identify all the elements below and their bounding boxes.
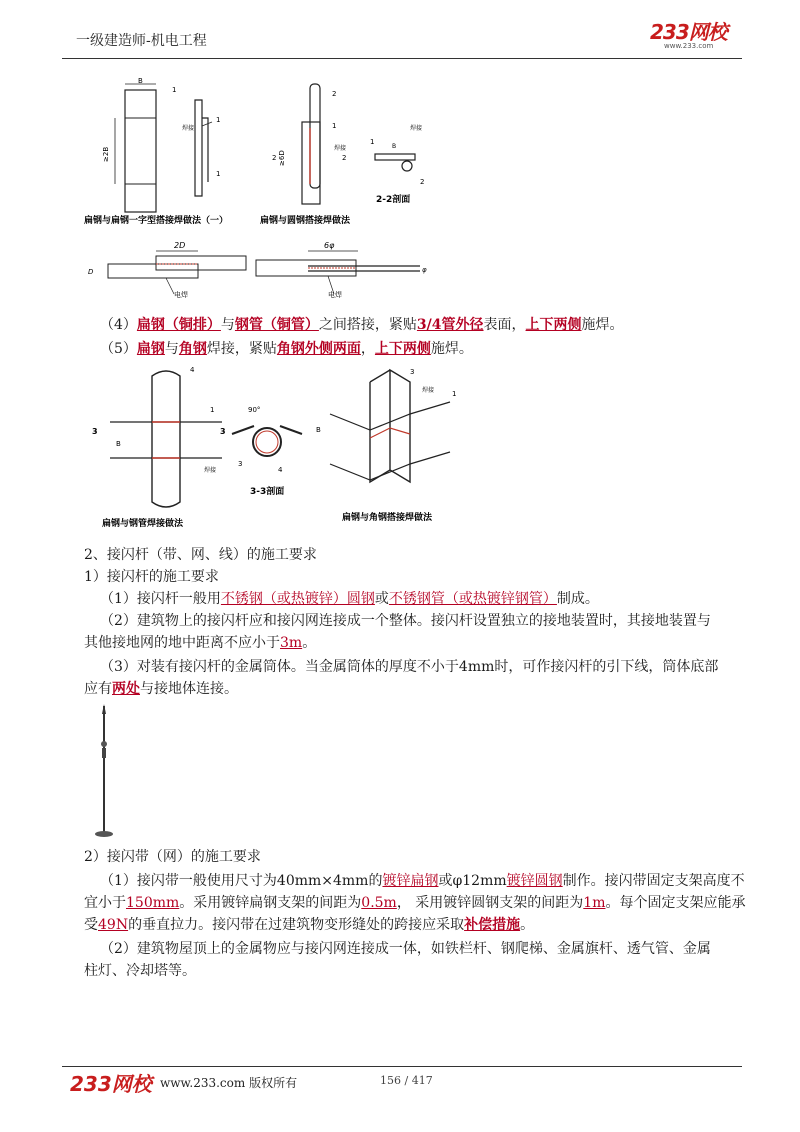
text: ，	[360, 341, 375, 357]
highlight: 镀锌圆钢	[506, 873, 563, 889]
text: 表面，	[483, 317, 526, 333]
page-number: 156 / 417	[380, 1074, 433, 1087]
mark-3b: 3	[220, 427, 226, 436]
label-6d: ≥6D	[278, 150, 286, 166]
rod-collar	[102, 748, 106, 758]
mark-3a: 3	[92, 427, 98, 436]
highlight: 扁钢（铜排）	[136, 317, 221, 333]
highlight: 角钢外侧两面	[276, 341, 361, 357]
highlight: 上下两侧	[525, 317, 582, 333]
footer-logo[interactable]: 233网校	[70, 1072, 152, 1096]
highlight: 镀锌扁钢	[382, 873, 439, 889]
section-heading: 2、接闪杆（带、网、线）的施工要求	[84, 547, 317, 563]
label-b: B	[138, 78, 143, 85]
highlight: 49N	[98, 917, 129, 933]
header-divider	[62, 58, 742, 59]
weld-label-c: 焊接	[410, 125, 423, 132]
r1-line3	[84, 914, 534, 936]
text: 其他接地网的地中距离不应小于	[84, 635, 280, 651]
highlight: 3m	[280, 635, 303, 651]
label-3: 3	[238, 460, 243, 468]
steel-pipe	[152, 371, 180, 507]
highlight: 1m	[583, 895, 606, 911]
r1-line2	[84, 892, 745, 914]
label-1: 1	[210, 406, 215, 414]
rod-base	[95, 831, 113, 837]
text: 施焊。	[430, 341, 473, 357]
text: 之间搭接，紧贴	[318, 317, 417, 333]
caption-3-3: 3-3剖面	[250, 487, 285, 497]
subsection-heading: 1）接闪杆的施工要求	[84, 569, 219, 585]
logo-text: 233网校	[650, 20, 727, 44]
brand-logo[interactable]	[650, 22, 742, 56]
rod-tip	[102, 704, 106, 714]
text: ， 采用镀锌圆钢支架的间距为	[396, 895, 584, 911]
footer-divider	[62, 1066, 742, 1067]
side-view-plate	[202, 118, 208, 182]
bar-left	[108, 264, 198, 278]
dim-6phi: 6φ	[324, 241, 335, 250]
highlight: 3/4管外径	[416, 317, 484, 333]
rod-knob	[101, 741, 107, 747]
text: 施焊。	[581, 317, 624, 333]
figure-pipe-angle-welds	[80, 362, 480, 532]
highlight: 0.5m	[361, 895, 397, 911]
leader	[166, 278, 174, 294]
item-1	[100, 588, 599, 610]
text: 与	[220, 317, 235, 333]
text: 或	[374, 591, 389, 607]
lightning-rod-illustration	[92, 704, 116, 840]
section-mark-2b: 2	[342, 154, 347, 162]
text: 的垂直拉力。接闪带在过建筑物变形缝处的跨接应采取	[128, 917, 465, 933]
section-flat	[375, 154, 415, 160]
label-b: B	[116, 440, 121, 448]
r2-line2: 柱灯、冷却塔等。	[84, 963, 196, 979]
side-view-a	[195, 100, 202, 196]
label-2c: 2	[420, 178, 425, 186]
weld-label-c: 焊接	[422, 387, 435, 394]
item-3-line2	[84, 678, 238, 700]
text: （1）接闪杆一般用	[100, 591, 221, 607]
highlight: 两处	[112, 681, 140, 697]
section-pipe	[253, 428, 281, 456]
overlap-zone	[125, 118, 156, 184]
section-mark-2: 2	[272, 154, 277, 162]
text: 或φ12mm	[438, 873, 507, 889]
text: （1）接闪带一般使用尺寸为40mm×4mm的	[100, 873, 383, 889]
label-1c: 1	[216, 170, 221, 178]
label-1c: 1	[452, 390, 457, 398]
section-pipe-inner	[256, 431, 278, 453]
flat-steel-a	[125, 90, 156, 212]
highlight: 角钢	[178, 341, 207, 357]
dim-d: D	[88, 268, 94, 276]
caption-flat-round: 扁钢与圆钢搭接焊做法	[260, 216, 351, 226]
label-4b: 4	[278, 466, 283, 474]
figure-flat-steel-welds	[70, 78, 510, 298]
r1-line1	[100, 870, 745, 892]
label-b2: B	[392, 143, 397, 150]
flat-steel-b	[302, 122, 320, 204]
text: 制成。	[556, 591, 599, 607]
highlight: 扁钢	[136, 341, 165, 357]
text: 应有	[84, 681, 112, 697]
dim-phi: φ	[422, 266, 427, 274]
dim-2d: 2D	[174, 241, 186, 250]
highlight: 补偿措施	[464, 917, 521, 933]
highlight: 150mm	[126, 895, 180, 911]
text: 宜小于	[84, 895, 126, 911]
round-steel	[310, 84, 320, 188]
para-num: （5）	[100, 341, 137, 357]
angle-90: 90°	[248, 406, 261, 414]
text: 制作。接闪带固定支架高度不	[562, 873, 745, 889]
para-5	[100, 338, 473, 360]
label-1b: 1	[216, 116, 221, 124]
para-num: （4）	[100, 317, 137, 333]
label-b2: B	[316, 426, 321, 434]
caption-2-2: 2-2剖面	[376, 195, 411, 205]
label-1d: 1	[332, 122, 337, 130]
weld-label-e: 电焊	[328, 291, 342, 298]
text: 与接地体连接。	[140, 681, 238, 697]
leader	[202, 122, 212, 126]
label-1e: 1	[370, 138, 375, 146]
text: 受	[84, 917, 98, 933]
text: 。每个固定支架应能承	[605, 895, 746, 911]
r2-line1: （2）建筑物屋顶上的金属物应与接闪网连接成一体，如铁栏杆、钢爬梯、金属旗杆、透气管、金属	[100, 941, 711, 957]
highlight: 不锈钢管（或热镀锌钢管）	[388, 591, 557, 607]
caption-pipe: 扁钢与钢管焊接做法	[102, 519, 184, 529]
highlight: 不锈钢（或热镀锌）圆钢	[220, 591, 375, 607]
text: 。采用镀锌扁钢支架的间距为	[179, 895, 362, 911]
text: 。	[520, 917, 535, 933]
label-1: 1	[172, 86, 177, 94]
logo-url: www.233.com	[664, 42, 714, 50]
caption-flat-flat: 扁钢与扁钢一字型搭接焊做法（一）	[84, 216, 229, 226]
item-2-line2	[84, 632, 316, 654]
item-3-line1: （3）对装有接闪杆的金属筒体。当金属筒体的厚度不小于4mm时，可作接闪杆的引下线，筒体底部	[100, 659, 719, 675]
header-title: 一级建造师-机电工程	[76, 33, 207, 49]
item-2-line1: （2）建筑物上的接闪杆应和接闪网连接成一个整体。接闪杆设置独立的接地装置时，其接地装置与	[100, 613, 711, 629]
label-4: 4	[190, 366, 195, 374]
label-2b: ≥2B	[102, 146, 110, 162]
section-round	[402, 161, 412, 171]
footer-copyright: www.233.com 版权所有	[160, 1076, 298, 1090]
caption-angle: 扁钢与角钢搭接焊做法	[342, 513, 433, 523]
text: 。	[302, 635, 317, 651]
weld-label: 焊接	[182, 125, 195, 132]
para-4	[100, 314, 624, 336]
text: 与	[164, 341, 179, 357]
weld-label-d: 电焊	[174, 291, 188, 298]
weld-label: 焊接	[204, 467, 217, 474]
highlight: 上下两侧	[374, 341, 431, 357]
text: 焊接，紧贴	[206, 341, 277, 357]
bar-right	[156, 256, 246, 270]
subsection-heading-2: 2）接闪带（网）的施工要求	[84, 849, 261, 865]
label-3c: 3	[410, 368, 415, 376]
label-2: 2	[332, 90, 337, 98]
weld-label-b: 焊接	[334, 145, 347, 152]
highlight: 钢管（铜管）	[234, 317, 319, 333]
